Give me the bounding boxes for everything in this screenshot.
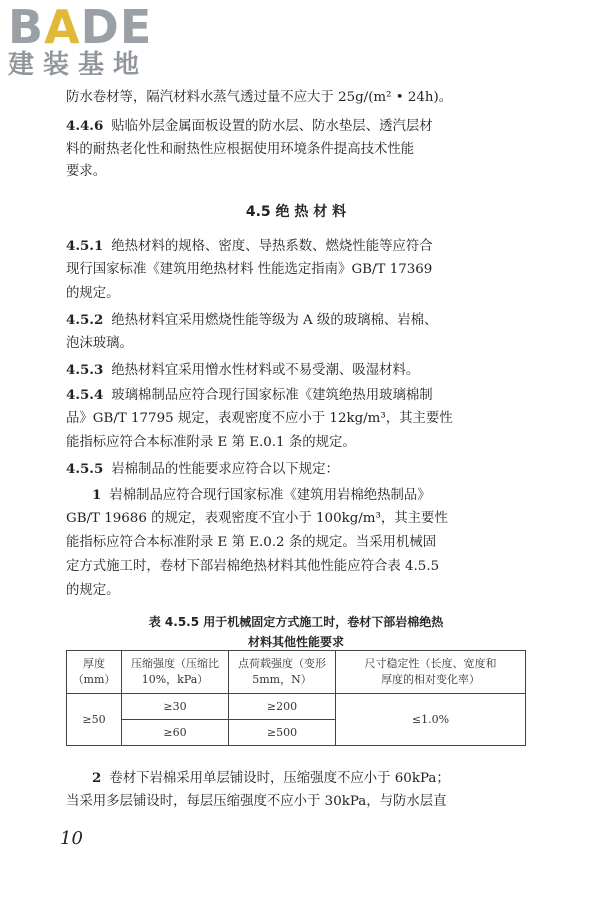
section-title: 4.5 绝 热 材 料 [245, 204, 347, 220]
cell-stability: ≤1.0% [336, 694, 526, 746]
table-caption-cont: 材料其他性能要求 [247, 635, 344, 649]
clause-4-4-6: 4.4.6 贴临外层金属面板设置的防水层、防水垫层、透汽层材 [66, 118, 433, 134]
logo-chinese-name: 建装基地 [8, 50, 149, 80]
header-compressive-strength: 压缩强度（压缩比 10%，kPa） [122, 651, 229, 694]
paragraph-line: 品》GB/T 17795 规定，表观密度不应小于 12kg/m³，其主要性 [66, 411, 453, 426]
paragraph-line: 能指标应符合本标准附录 E 第 E.0.1 条的规定。 [66, 435, 356, 450]
header-thickness: 厚度 （mm） [67, 651, 122, 694]
paragraph-line: GB/T 19686 的规定，表观密度不宜小于 100kg/m³，其主要性 [66, 511, 448, 526]
performance-table [66, 650, 526, 746]
header-dimensional-stability: 尺寸稳定性（长度、宽度和 厚度的相对变化率） [336, 651, 526, 694]
table-caption: 表 4.5.5 用于机械固定方式施工时，卷材下部岩棉绝热 [148, 615, 444, 629]
item-1: 1 岩棉制品应符合现行国家标准《建筑用岩棉绝热制品》 [92, 487, 431, 503]
paragraph-line: 现行国家标准《建筑用绝热材料 性能选定指南》GB/T 17369 [66, 262, 433, 277]
cell-compressive: ≥60 [122, 720, 229, 746]
paragraph-line: 泡沫玻璃。 [66, 336, 133, 351]
clause-4-5-2: 4.5.2 绝热材料宜采用燃烧性能等级为 A 级的玻璃棉、岩棉、 [66, 312, 438, 328]
page-number: 10 [60, 828, 83, 849]
paragraph-line: 当采用多层铺设时，每层压缩强度不应小于 30kPa，与防水层直 [66, 794, 447, 809]
cell-compressive: ≥30 [122, 694, 229, 720]
header-point-load-strength: 点荷载强度（变形 5mm，N） [229, 651, 336, 694]
paragraph-line: 能指标应符合本标准附录 E 第 E.0.2 条的规定。当采用机械固 [66, 535, 437, 550]
paragraph-line: 的规定。 [66, 583, 120, 598]
paragraph-line: 要求。 [66, 164, 107, 179]
bade-logo [8, 2, 152, 80]
item-2: 2 卷材下岩棉采用单层铺设时，压缩强度不应小于 60kPa； [92, 770, 450, 786]
cell-point-load: ≥200 [229, 694, 336, 720]
paragraph-line: 的规定。 [66, 286, 120, 301]
clause-4-5-4: 4.5.4 玻璃棉制品应符合现行国家标准《建筑绝热用玻璃棉制 [66, 387, 433, 403]
paragraph-line: 防水卷材等，隔汽材料水蒸气透过量不应大于 25g/(m² • 24h)。 [66, 90, 453, 105]
logo-wordmark: BADE [8, 0, 153, 54]
clause-4-5-5: 4.5.5 岩棉制品的性能要求应符合以下规定： [66, 461, 339, 477]
cell-thickness: ≥50 [67, 694, 122, 746]
clause-4-5-1: 4.5.1 绝热材料的规格、密度、导热系数、燃烧性能等应符合 [66, 238, 433, 254]
cell-point-load: ≥500 [229, 720, 336, 746]
paragraph-line: 料的耐热老化性和耐热性应根据使用环境条件提高技术性能 [66, 142, 415, 157]
table-row [67, 694, 526, 720]
table-header-row [67, 651, 526, 694]
paragraph-line: 定方式施工时，卷材下部岩棉绝热材料其他性能应符合表 4.5.5 [66, 559, 440, 574]
clause-4-5-3: 4.5.3 绝热材料宜采用憎水性材料或不易受潮、吸湿材料。 [66, 362, 420, 378]
